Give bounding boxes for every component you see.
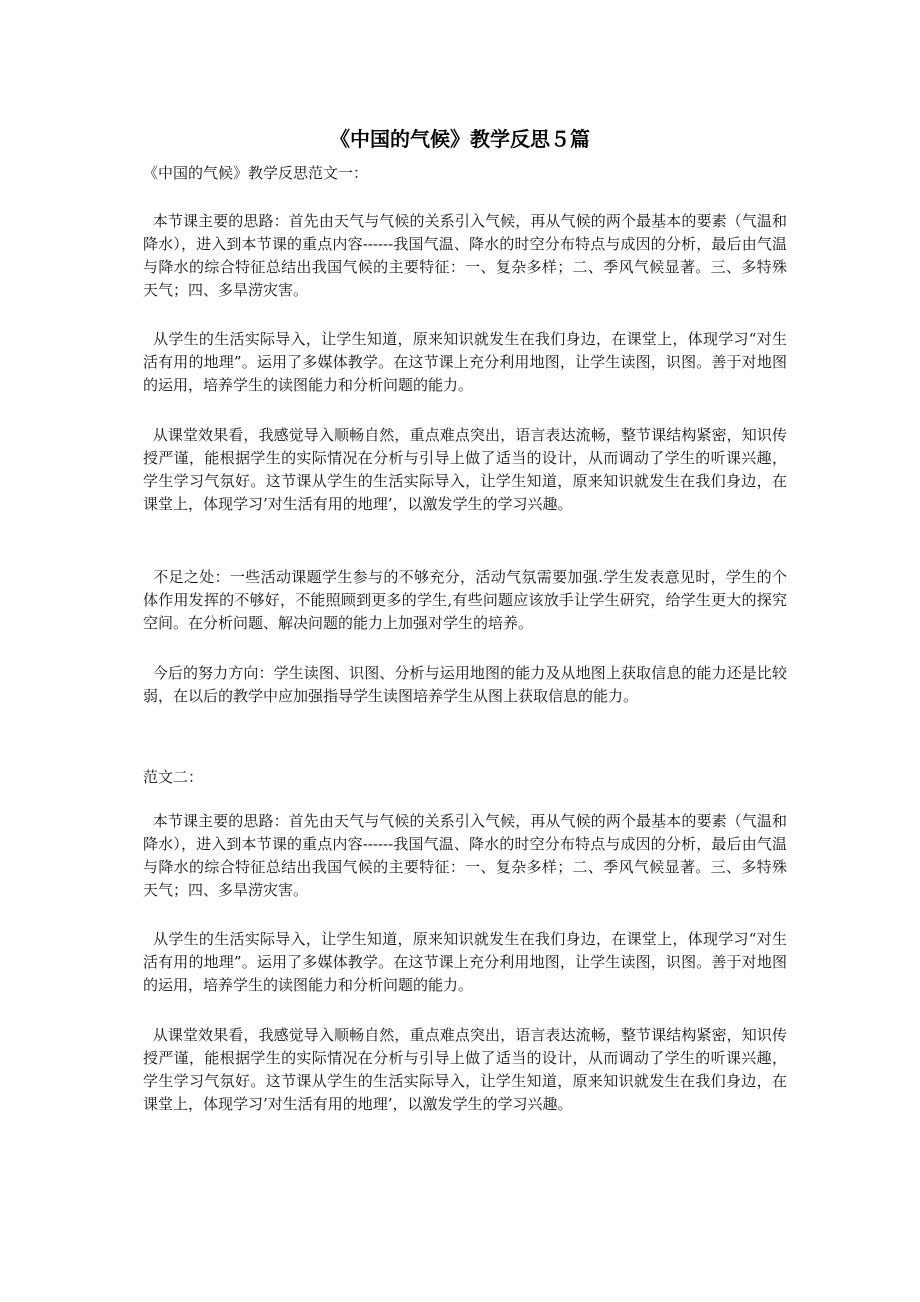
document-title: 《中国的气候》教学反思５篇 (330, 127, 590, 151)
section2-paragraph-3: 从课堂效果看，我感觉导入顺畅自然，重点难点突出，语言表达流畅，整节课结构紧密，知识传授严谨，能根据学生的实际情况在分析与引导上做了适当的设计，从而调动了学生的听课兴趣，学生学习气氛好。这节课从学生的生活实际导入，让学生知道，原来知识就发生在我们身边，在课堂上，体现学习’对生活有用的地理’，以激发学生的学习兴趣。 (143, 1026, 787, 1113)
section1-paragraph-5: 今后的努力方向：学生读图、识图、分析与运用地图的能力及从地图上获取信息的能力还是比较弱，在以后的教学中应加强指导学生读图培养学生从图上获取信息的能力。 (143, 664, 787, 705)
section1-paragraph-1: 本节课主要的思路：首先由天气与气候的关系引入气候，再从气候的两个最基本的要素（气温和降水），进入到本节课的重点内容------我国气温、降水的时空分布特点与成因的分析，最后由气温与降水的综合特征总结出我国气候的主要特征：一、复杂多样；二、季风气候显著。三、多特殊天气；四、多旱涝灾害。 (143, 212, 787, 299)
section1-paragraph-2: 从学生的生活实际导入，让学生知道，原来知识就发生在我们身边，在课堂上，体现学习“对生活有用的地理”。运用了多媒体教学。在这节课上充分利用地图，让学生读图，识图。善于对地图的运用，培养学生的读图能力和分析问题的能力。 (143, 330, 787, 394)
section1-paragraph-4: 不足之处：一些活动课题学生参与的不够充分，活动气氛需要加强.学生发表意见时，学生的个体作用发挥的不够好，不能照顾到更多的学生,有些问题应该放手让学生研究，给学生更大的探究空间。在分析问题、解决问题的能力上加强对学生的培养。 (143, 568, 787, 632)
section1-heading: 《中国的气候》教学反思范文一： (143, 164, 369, 182)
section2-paragraph-1: 本节课主要的思路：首先由天气与气候的关系引入气候，再从气候的两个最基本的要素（气温和降水），进入到本节课的重点内容------我国气温、降水的时空分布特点与成因的分析，最后由气温与降水的综合特征总结出我国气候的主要特征：一、复杂多样；二、季风气候显著。三、多特殊天气；四、多旱涝灾害。 (143, 812, 787, 899)
section2-paragraph-2: 从学生的生活实际导入，让学生知道，原来知识就发生在我们身边，在课堂上，体现学习“对生活有用的地理”。运用了多媒体教学。在这节课上充分利用地图，让学生读图，识图。善于对地图的运用，培养学生的读图能力和分析问题的能力。 (143, 930, 787, 994)
section2-heading: 范文二： (143, 768, 204, 786)
section1-paragraph-3: 从课堂效果看，我感觉导入顺畅自然，重点难点突出，语言表达流畅，整节课结构紧密，知识传授严谨，能根据学生的实际情况在分析与引导上做了适当的设计，从而调动了学生的听课兴趣，学生学习气氛好。这节课从学生的生活实际导入，让学生知道，原来知识就发生在我们身边，在课堂上，体现学习’对生活有用的地理’，以激发学生的学习兴趣。 (143, 426, 787, 513)
